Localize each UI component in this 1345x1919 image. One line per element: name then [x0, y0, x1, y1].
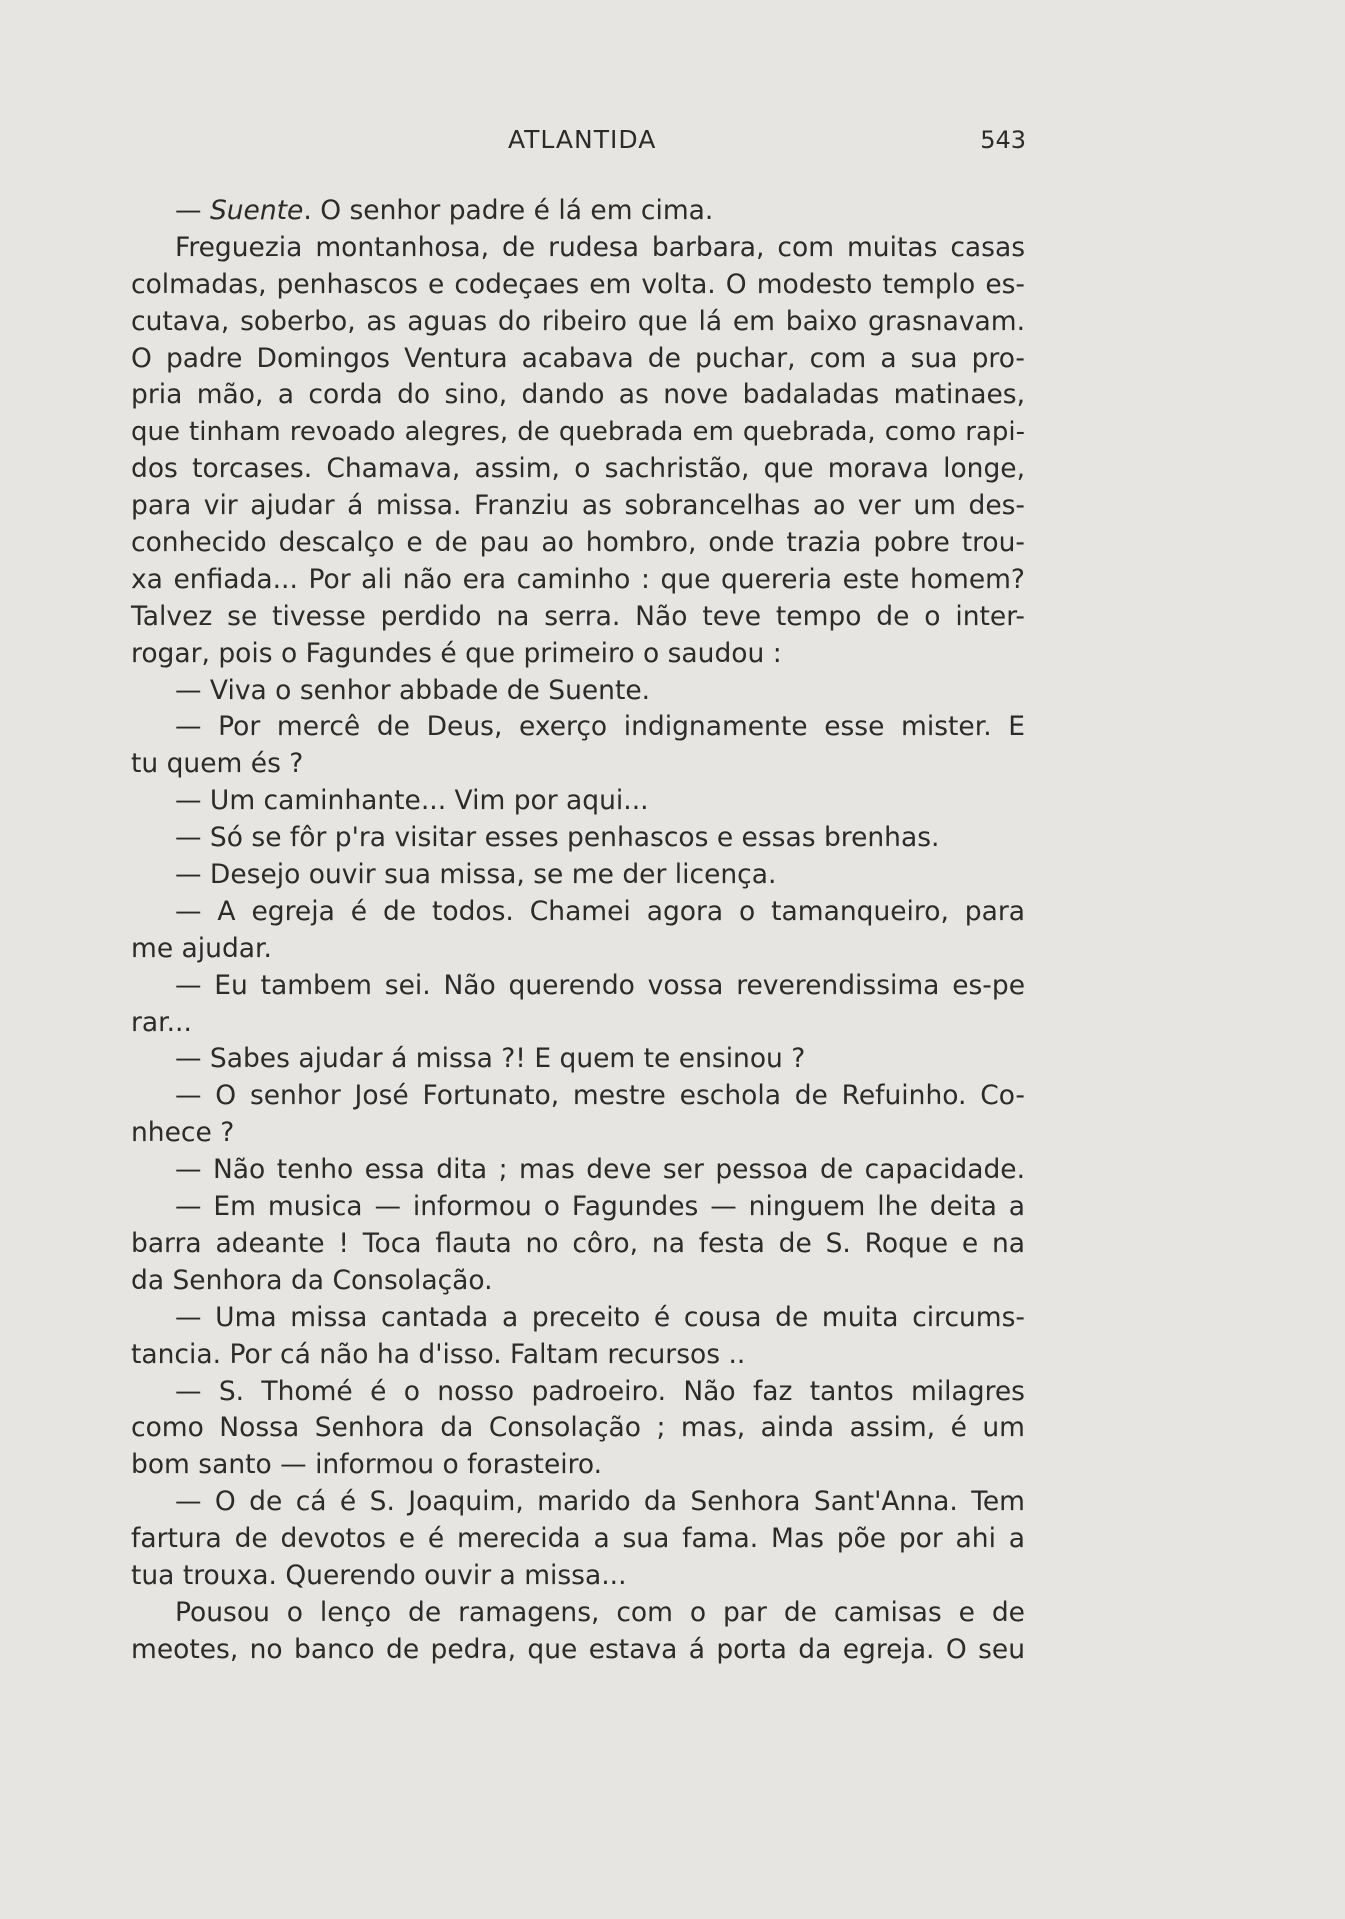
text-line: pria mão, a corda do sino, dando as nove badaladas matinaes, [131, 379, 1025, 411]
text-line: — Só se fôr p'ra visitar esses penhascos e essas brenhas. [175, 822, 940, 854]
text-line: xa enfiada... Por ali não era caminho : que quereria este homem? [131, 563, 1025, 595]
running-head [130, 124, 1030, 164]
text-line: — Desejo ouvir sua missa, se me der licença. [175, 859, 777, 891]
text-line: — Sabes ajudar á missa ?! E quem te ensinou ? [175, 1043, 806, 1075]
text-line: — A egreja é de todos. Chamei agora o tamanqueiro, para [175, 895, 1025, 927]
text-line: fartura de devotos e é merecida a sua fama. Mas põe por ahi a [131, 1523, 1025, 1555]
text-line: Talvez se tivesse perdido na serra. Não teve tempo de o inter- [131, 600, 1025, 632]
text-line: — Viva o senhor abbade de Suente. [175, 674, 651, 706]
text-line: como Nossa Senhora da Consolação ; mas, ainda assim, é um [131, 1412, 1025, 1444]
text-line: meotes, no banco de pedra, que estava á porta da egreja. O seu [131, 1633, 1025, 1665]
text-line: conhecido descalço e de pau ao hombro, onde trazia pobre trou- [131, 527, 1025, 559]
text-line: me ajudar. [131, 932, 272, 964]
text-line: rar... [131, 1006, 192, 1038]
text-line: Freguezia montanhosa, de rudesa barbara, com muitas casas [175, 231, 1025, 263]
text-line: bom santo — informou o forasteiro. [131, 1449, 603, 1481]
text-line: que tinham revoado alegres, de quebrada em quebrada, como rapi- [131, 417, 1025, 448]
italic-word: Suente [209, 195, 304, 226]
text-line: — Uma missa cantada a preceito é cousa de muita circums- [175, 1301, 1025, 1333]
text-line: barra adeante ! Toca flauta no côro, na festa de S. Roque e na [131, 1227, 1025, 1259]
text-line: dos torcases. Chamava, assim, o sachristão, que morava longe, [131, 453, 1025, 485]
text-line: tu quem és ? [131, 748, 304, 780]
text-line: O padre Domingos Ventura acabava de puchar, com a sua pro- [131, 342, 1025, 374]
text-line: nhece ? [131, 1117, 235, 1149]
text-line: rogar, pois o Fagundes é que primeiro o saudou : [131, 637, 782, 669]
text-line: — S. Thomé é o nosso padroeiro. Não faz tantos milagres [175, 1375, 1025, 1407]
running-title: ATLANTIDA [508, 125, 657, 154]
text-line: — Eu tambem sei. Não querendo vossa reverendissima es-pe [175, 969, 1025, 1001]
text-line: cutava, soberbo, as aguas do ribeiro que lá em baixo grasnavam. [131, 305, 1025, 337]
text-line: — O de cá é S. Joaquim, marido da Senhora Sant'Anna. Tem [175, 1486, 1025, 1518]
text-line: — O senhor José Fortunato, mestre eschola de Refuinho. Co- [175, 1080, 1025, 1112]
body-text [131, 193, 1025, 1669]
text-line: para vir ajudar á missa. Franziu as sobrancelhas ao ver um des- [131, 490, 1025, 522]
dialogue-dash: — [175, 195, 210, 226]
text-line: tua trouxa. Querendo ouvir a missa... [131, 1559, 627, 1591]
text-line: — Por mercê de Deus, exerço indignamente esse mister. E [175, 711, 1025, 743]
text-line: — Em musica — informou o Fagundes — ninguem lhe deita a [175, 1191, 1025, 1223]
text-line: — Um caminhante... Vim por aqui... [175, 785, 649, 817]
text-line: da Senhora da Consolação. [131, 1264, 493, 1296]
text-line: — Não tenho essa dita ; mas deve ser pessoa de capacidade. [175, 1154, 1025, 1186]
line-text: . O senhor padre é lá em cima. [303, 195, 714, 226]
text-line: Pousou o lenço de ramagens, com o par de camisas e de [175, 1596, 1025, 1628]
text-line [131, 193, 1025, 230]
text-line: colmadas, penhascos e codeçaes em volta. O modesto templo es- [131, 268, 1025, 300]
page-number: 543 [980, 126, 1026, 154]
text-line: tancia. Por cá não ha d'isso. Faltam recursos .. [131, 1338, 746, 1370]
